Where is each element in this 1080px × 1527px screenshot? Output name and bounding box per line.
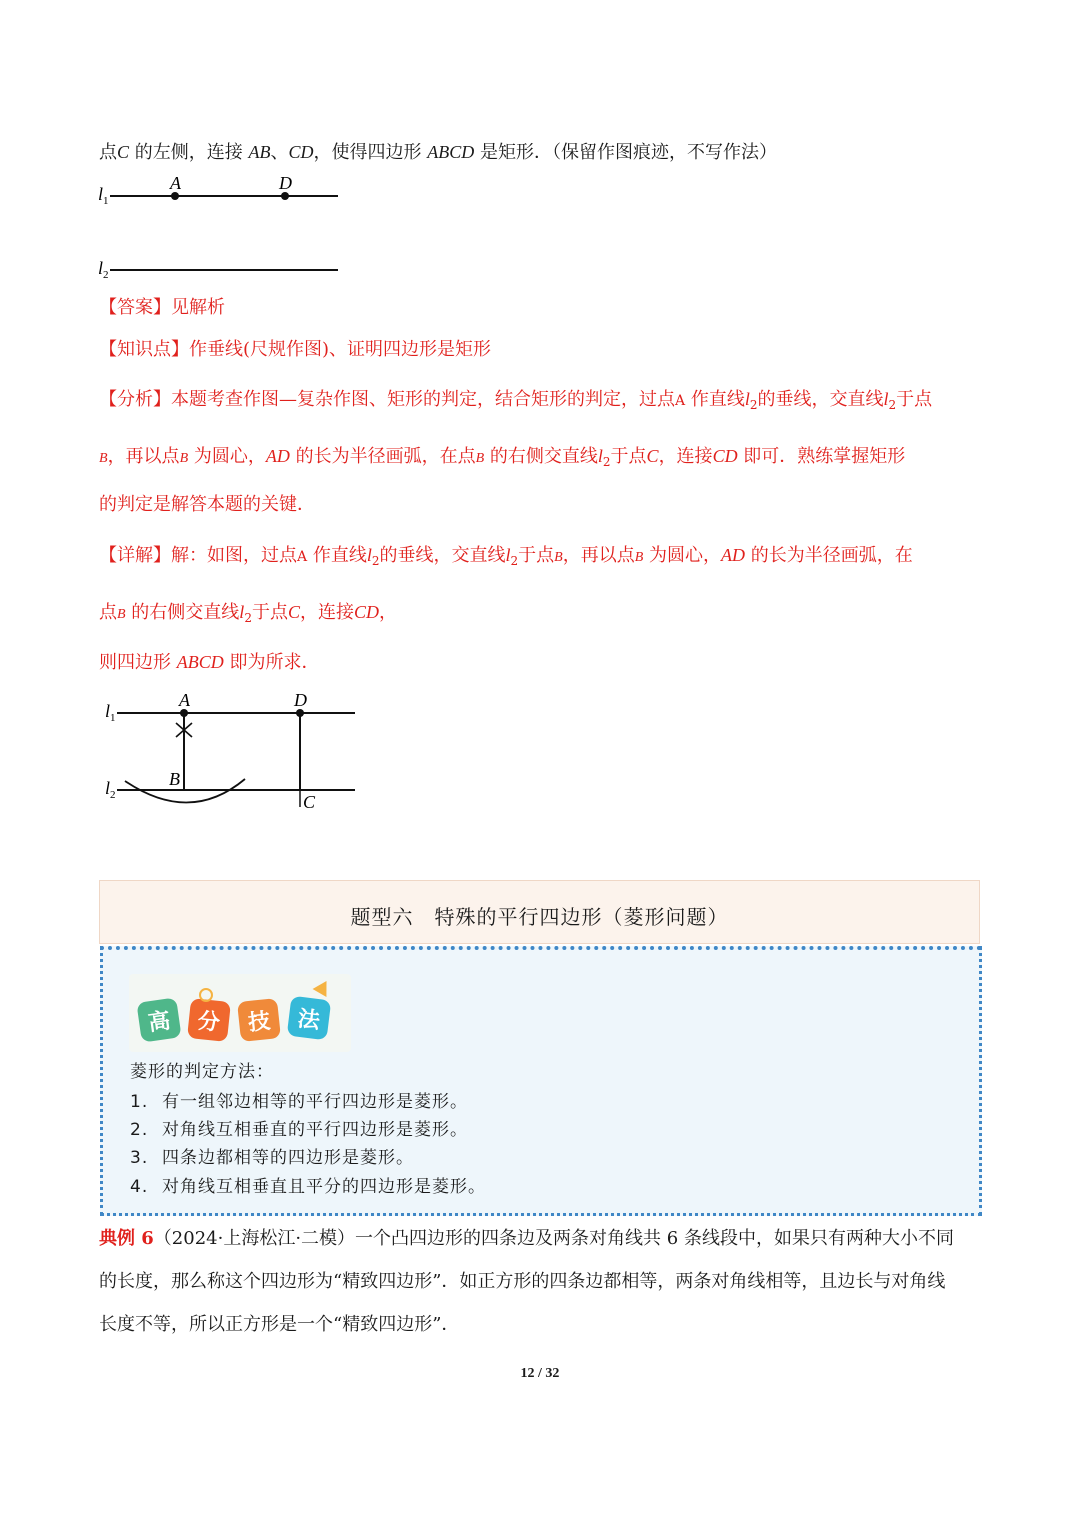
- label-d: D: [279, 173, 292, 193]
- page-number: 12 / 32: [520, 1366, 560, 1381]
- badge-spark-icon: [313, 977, 334, 997]
- analysis-line-1: 【分析】本题考查作图—复杂作图、矩形的判定，结合矩形的判定，过点A 作直线$l_2$的垂线，交直线$l_2$于点: [99, 389, 933, 412]
- label-b: B: [169, 769, 180, 789]
- tips-box: [100, 946, 982, 1216]
- topic-header: [99, 880, 980, 944]
- knowledge-line: 【知识点】作垂线(尺规作图)、证明四边形是矩形: [99, 339, 492, 360]
- tips-item: 4. 对角线互相垂直且平分的四边形是菱形。: [130, 1177, 486, 1197]
- tips-badge-group: [129, 974, 351, 1052]
- tips-heading: 菱形的判定方法：: [130, 1062, 274, 1082]
- tips-item: 3. 四条边都相等的四边形是菱形。: [130, 1148, 414, 1168]
- figure-rectangle-construction: [95, 685, 365, 820]
- label-a: A: [179, 690, 190, 710]
- topic-title: 题型六 特殊的平行四边形（菱形问题）: [350, 905, 729, 929]
- example-label: 典例 6: [99, 1228, 154, 1249]
- label-d: D: [294, 690, 307, 710]
- label-l2: $l_2$: [98, 258, 109, 281]
- point-d-dot: [281, 192, 289, 200]
- label-l2: $l_2$: [105, 778, 116, 801]
- analysis-line-2: B，再以点B 为圆心，AD 的长为半径画弧，在点B 的右侧交直线$l_2$于点C，连接CD 即可．熟练掌握矩形: [99, 446, 906, 469]
- badge-ji: 技: [237, 998, 281, 1042]
- problem-text: 点C 的左侧，连接 AB、CD，使得四边形 ABCD 是矩形．（保留作图痕迹，不写作法）: [99, 142, 777, 163]
- point-d-dot: [296, 709, 304, 717]
- tips-item: 1. 有一组邻边相等的平行四边形是菱形。: [130, 1092, 468, 1112]
- detail-line-1: 【详解】解：如图，过点A 作直线$l_2$的垂线，交直线$l_2$于点B，再以点B 为圆心，AD 的长为半径画弧，在: [99, 545, 913, 568]
- badge-ring-icon: [199, 988, 213, 1002]
- example-line-3: 长度不等，所以正方形是一个“精致四边形”．: [99, 1314, 460, 1335]
- badge-fen: 分: [187, 998, 231, 1042]
- badge-gao: 高: [136, 997, 181, 1042]
- label-c: C: [303, 792, 316, 812]
- answer-line: 【答案】见解析: [99, 297, 225, 318]
- badge-fa: 法: [287, 996, 332, 1041]
- label-a: A: [170, 173, 181, 193]
- tips-item: 2. 对角线互相垂直的平行四边形是菱形。: [130, 1120, 468, 1140]
- detail-line-3: 则四边形 ABCD 即为所求．: [99, 652, 320, 673]
- point-a-dot: [180, 709, 188, 717]
- label-l1: $l_1$: [98, 184, 109, 207]
- figure-parallel-lines: [90, 168, 350, 283]
- point-a-dot: [171, 192, 179, 200]
- example-line-1: 典例 6（2024·上海松江·二模）一个凸四边形的四条边及两条对角线共 6 条线段中，如果只有两种大小不同: [99, 1228, 954, 1249]
- example-line-2: 的长度，那么称这个四边形为“精致四边形”．如正方形的四条边都相等，两条对角线相等，且边长与对角线: [99, 1271, 946, 1292]
- analysis-line-3: 的判定是解答本题的关键．: [99, 494, 315, 515]
- detail-line-2: 点B 的右侧交直线$l_2$于点C，连接CD，: [99, 602, 397, 625]
- label-l1: $l_1$: [105, 701, 116, 724]
